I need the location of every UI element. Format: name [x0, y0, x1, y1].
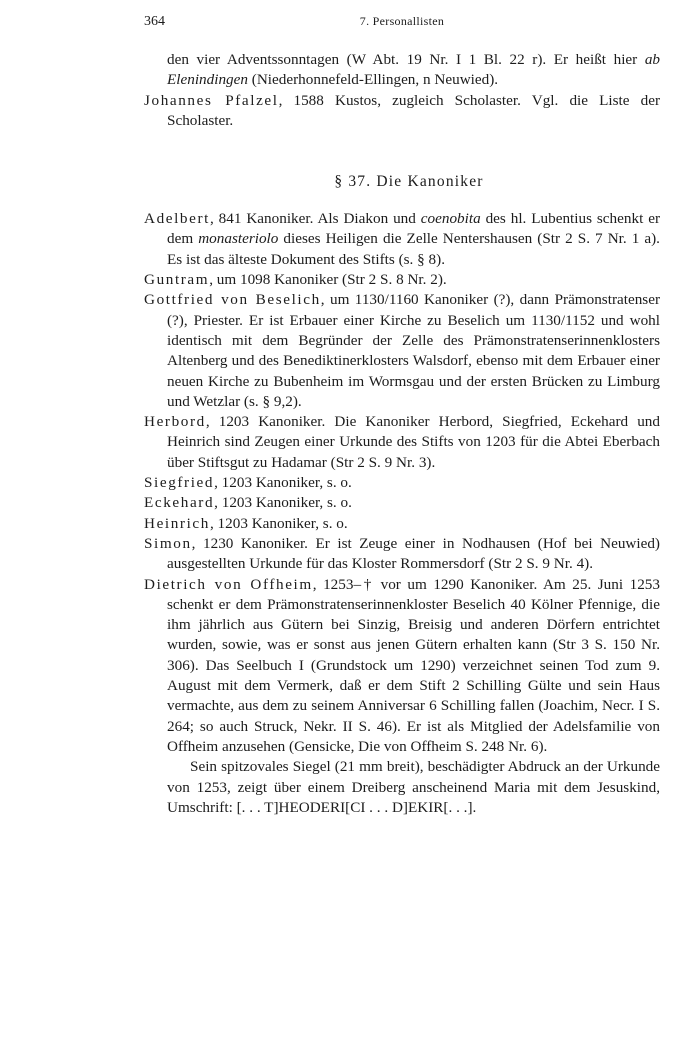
entry-text: , 1203 Kanoniker, s. o.: [214, 494, 352, 512]
entry-name: Dietrich von Offheim: [144, 575, 313, 593]
entry-siegfried: [144, 473, 660, 493]
continued-entry: [144, 50, 660, 91]
entry-name: Adelbert: [144, 210, 210, 228]
entry-text: , 1203 Kanoniker. Die Kanoniker Herbord, Siegfried, Eckehard und Heinrich sind Zeugen einer Urkunde des Stifts von 1203 für die Abtei Eberbach über Stiftsgut zu Hadamar (Str 2 S. 9 Nr. 3).: [167, 413, 660, 471]
entry-text: Sein spitzovales Siegel (21 mm breit), beschädigter Abdruck an der Urkunde von 1253, zeigt über einem Dreiberg anscheinend Maria mit dem Jesuskind, Umschrift: [. . . T]HEODERI[CI . . . D]EKIR[. . .].: [167, 758, 660, 816]
page-header: [144, 14, 660, 36]
entry-text: , 1588 Kustos, zugleich Scholaster. Vgl. die Liste der Scholaster.: [167, 91, 660, 129]
entry-text: , 841 Kanoniker. Als Diakon und: [209, 210, 421, 228]
entry-text: , 1203 Kanoniker, s. o.: [214, 474, 352, 492]
entry-text: , 1230 Kanoniker. Er ist Zeuge einer in Nodhausen (Hof bei Neuwied) ausgestellten Urkunde für das Kloster Rommersdorf (Str 2 S. 9 Nr. 4).: [167, 534, 660, 573]
entry-text: des hl. Lubentius schenkt er dem: [167, 210, 660, 248]
continued-text-rest: (Niederhonnefeld-Ellingen, n Neuwied).: [247, 71, 499, 89]
entry-name: Guntram: [144, 271, 210, 289]
entry-eckehard: [144, 493, 660, 513]
continued-italic: ab Elenindingen: [167, 51, 660, 89]
entry-simon: [144, 534, 660, 575]
entry-heinrich: [144, 514, 660, 534]
entry-italic: monasteriolo: [198, 230, 279, 248]
entry-name: Johannes Pfalzel: [144, 91, 279, 109]
entry-dietrich: [144, 575, 660, 758]
entry-text: , um 1098 Kanoniker (Str 2 S. 8 Nr. 2).: [209, 271, 447, 289]
entry-name: Heinrich: [144, 514, 210, 532]
entry-pfalzel: [144, 91, 660, 132]
entry-text: , 1203 Kanoniker, s. o.: [209, 514, 348, 532]
entry-text: , 1253–† vor um 1290 Kanoniker. Am 25. Juni 1253 schenkt er dem Prämonstratenserinnenkloster Beselich 40 Kölner Pfennige, die ihm jährlich aus Gütern bei Sinzig, Breisig und anderen Dörfern entrichtet wurden, sowie, was er sonst aus jenen Gütern erhalten kann (Str 3 S. 150 Nr. 306). Das Seelbuch I (Grundstock um 1290) verzeichnet seinen Tod zum 9. August mit dem Vermerk, daß er dem Stift 2 Schilling Gülte und sein Haus vermachte, aus dem zu seinem Anniversar 6 Schilling fallen (Joachim, Necr. I S. 264; so auch Struck, Nekr. II S. 46). Er ist als Mitglied der Adelsfamilie von Offheim anzusehen (Gensicke, Die von Offheim S. 248 Nr. 6).: [167, 575, 660, 755]
entry-name: Siegfried: [144, 474, 215, 492]
entry-adelbert: [144, 209, 660, 270]
entry-name: Eckehard: [144, 494, 215, 512]
section-heading: § 37. Die Kanoniker: [334, 173, 484, 191]
book-page: [144, 14, 660, 818]
entry-name: Simon: [144, 534, 192, 552]
continued-text: den vier Adventssonntagen (W Abt. 19 Nr. I 1 Bl. 22 r). Er heißt hier: [167, 51, 638, 68]
entry-text: dieses Heiligen die Zelle Nentershausen (Str 2 S. 7 Nr. 1 a). Es ist das älteste Dokument des Stifts (s. § 8).: [167, 230, 660, 268]
entry-guntram: [144, 270, 660, 290]
entry-gottfried: [144, 290, 660, 412]
entry-name: Herbord: [144, 413, 206, 431]
page-number: 364: [144, 14, 165, 29]
running-head: 7. Personallisten: [359, 14, 445, 28]
entry-italic: coenobita: [420, 210, 481, 228]
entry-name: Gottfried von Beselich: [144, 291, 321, 309]
entry-dietrich-seal: [144, 757, 660, 818]
entry-herbord: [144, 412, 660, 473]
entry-text: , um 1130/1160 Kanoniker (?), dann Prämonstratenser (?), Priester. Er ist Erbauer einer Kirche zu Beselich um 1130/1152 und wohl identisch mit dem Begründer der Zelle des Prämonstratenserinnenklosters Altenberg und des Benediktinerklosters Walsdorf, ebenso mit dem Erbauer einer neuen Kirche zu Bubenheim im Wormsgau und der ersten Brücken zu Limburg und Wetzlar (s. § 9,2).: [167, 291, 661, 410]
